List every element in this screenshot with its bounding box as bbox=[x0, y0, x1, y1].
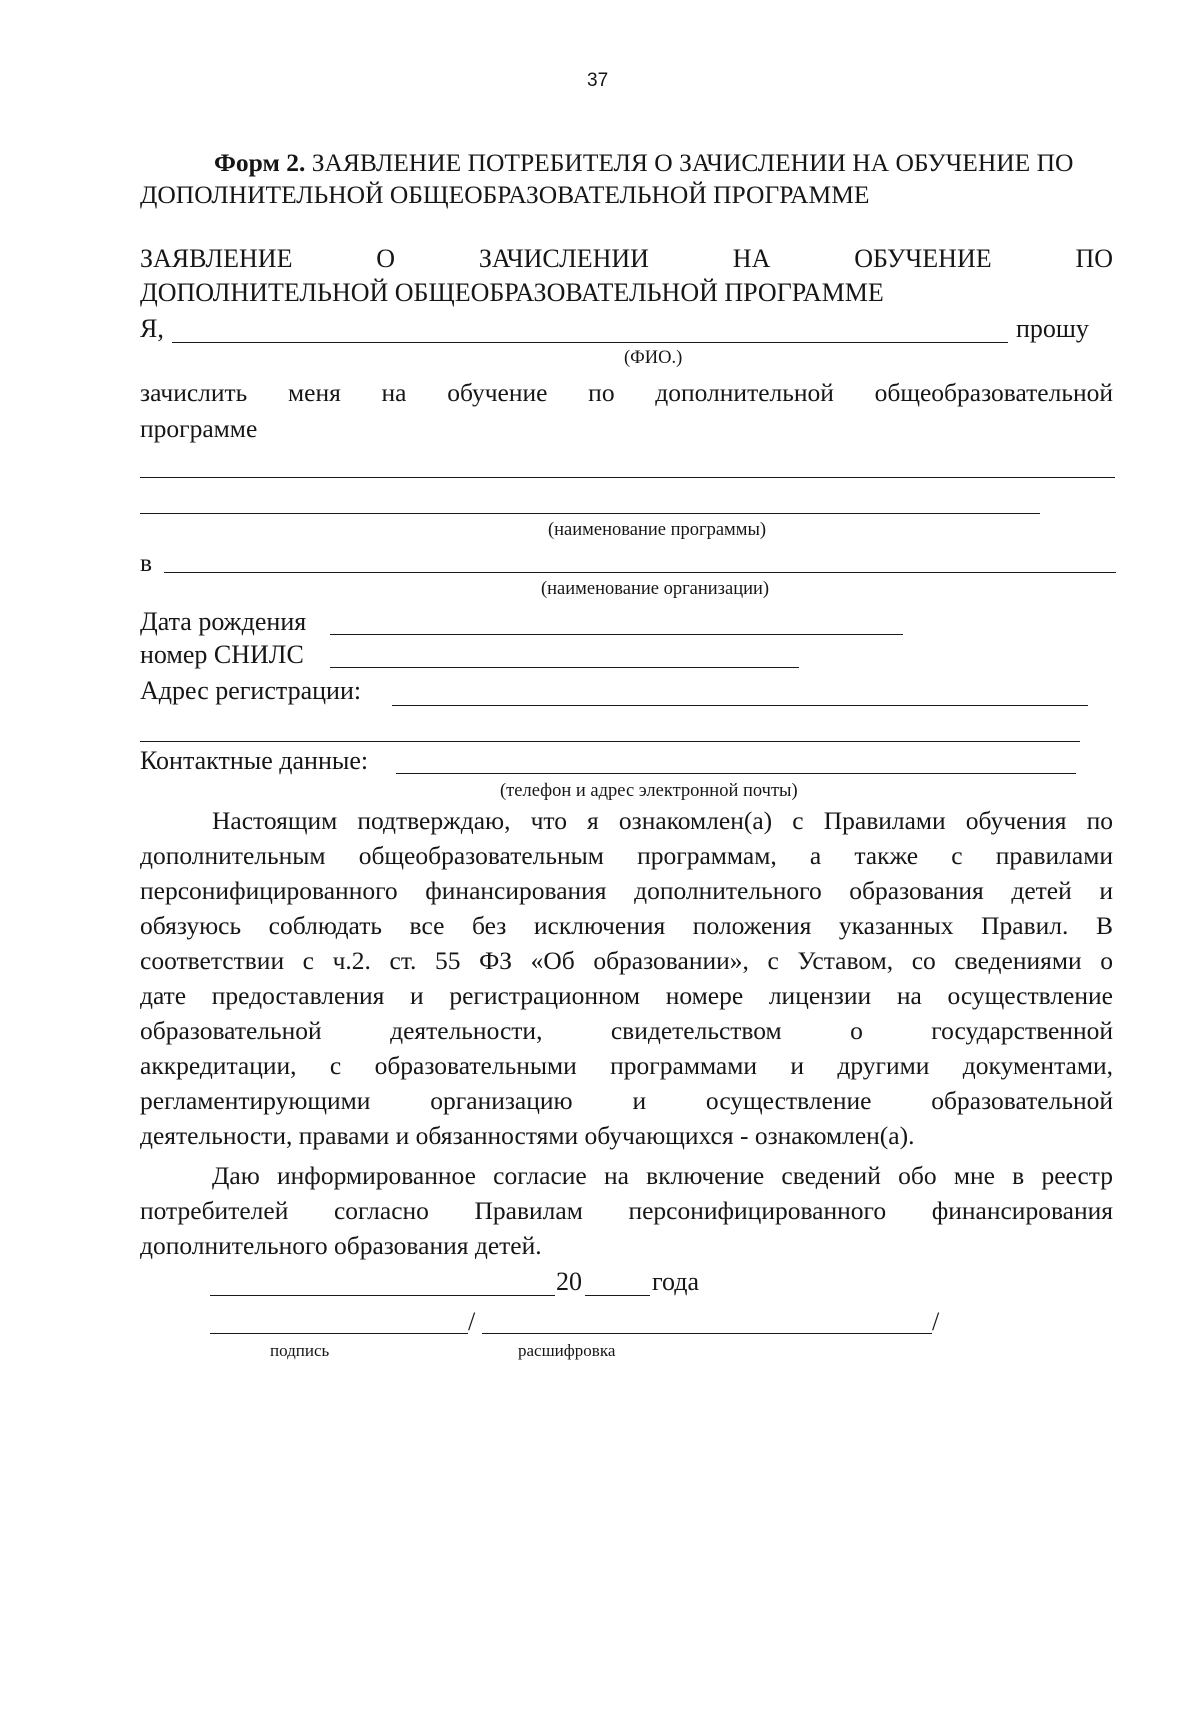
date-year-prefix: 20 bbox=[556, 1267, 582, 1296]
snils-label: номер СНИЛС bbox=[140, 640, 304, 669]
para1-line-10: деятельности, правами и обязанностями обучающихся - ознакомлен(а). bbox=[140, 1121, 915, 1150]
page-number: 37 bbox=[587, 70, 609, 91]
signature-slash-2: / bbox=[932, 1307, 940, 1336]
org-caption: (наименование организации) bbox=[541, 579, 770, 599]
para1-line-4: обязуюсь соблюдать все без исключения положения указанных Правил. В bbox=[140, 911, 1113, 940]
date-year-line[interactable] bbox=[585, 1295, 650, 1296]
program-line-2[interactable] bbox=[140, 513, 1040, 514]
org-prefix: в bbox=[140, 548, 153, 577]
para1-line-3: персонифицированного финансирования дополнительного образования детей и bbox=[140, 876, 1113, 905]
fio-line[interactable] bbox=[172, 342, 1008, 343]
address-line-1[interactable] bbox=[392, 705, 1088, 706]
signature-slash-1: / bbox=[468, 1307, 476, 1336]
title-line1: ЗАЯВЛЕНИЕ О ЗАЧИСЛЕНИИ НА ОБУЧЕНИЕ ПО bbox=[140, 244, 1113, 273]
address-line-2[interactable] bbox=[140, 741, 1080, 742]
para1-line-6: дате предоставления и регистрационном номере лицензии на осуществление bbox=[140, 981, 1113, 1010]
contacts-line[interactable] bbox=[396, 773, 1076, 774]
para2-line-1: Даю информированное согласие на включение сведений обо мне в реестр bbox=[212, 1161, 1113, 1190]
signature-caption: подпись bbox=[270, 1341, 330, 1360]
birth-date-line[interactable] bbox=[330, 634, 903, 635]
decode-caption: расшифровка bbox=[518, 1341, 616, 1360]
request-suffix: прошу bbox=[1016, 314, 1089, 343]
program-caption: (наименование программы) bbox=[548, 520, 767, 540]
title-line2: ДОПОЛНИТЕЛЬНОЙ ОБЩЕОБРАЗОВАТЕЛЬНОЙ ПРОГРАММЕ bbox=[140, 278, 884, 307]
program-line-1[interactable] bbox=[140, 477, 1115, 478]
form-heading-line2: ДОПОЛНИТЕЛЬНОЙ ОБЩЕОБРАЗОВАТЕЛЬНОЙ ПРОГРАММЕ bbox=[140, 180, 870, 209]
date-day-line[interactable] bbox=[210, 1295, 555, 1296]
para1-line-9: регламентирующими организацию и осуществление образовательной bbox=[140, 1086, 1113, 1115]
para1-line-5: соответствии с ч.2. ст. 55 ФЗ «Об образовании», с Уставом, со сведениями о bbox=[140, 946, 1113, 975]
request-line1: зачислить меня на обучение по дополнительной общеобразовательной bbox=[140, 378, 1113, 407]
snils-line[interactable] bbox=[330, 667, 799, 668]
para2-line-3: дополнительного образования детей. bbox=[140, 1231, 542, 1260]
request-prefix: Я, bbox=[140, 314, 164, 343]
form-heading-line1 bbox=[214, 148, 1073, 178]
contacts-label: Контактные данные: bbox=[140, 746, 369, 775]
para1-line-2: дополнительным общеобразовательным программам, а также с правилами bbox=[140, 841, 1113, 870]
decode-line[interactable] bbox=[482, 1333, 932, 1334]
form-heading-prefix: Форм 2. bbox=[214, 148, 306, 177]
org-line[interactable] bbox=[164, 572, 1116, 573]
para1-line-8: аккредитации, с образовательными программами и другими документами, bbox=[140, 1051, 1113, 1080]
address-label: Адрес регистрации: bbox=[140, 676, 362, 705]
para1-line-7: образовательной деятельности, свидетельством о государственной bbox=[140, 1016, 1113, 1045]
fio-caption: (ФИО.) bbox=[624, 348, 683, 368]
para1-line-1: Настоящим подтверждаю, что я ознакомлен(а) с Правилами обучения по bbox=[212, 806, 1113, 835]
contacts-caption: (телефон и адрес электронной почты) bbox=[500, 781, 798, 801]
form-heading-text: ЗАЯВЛЕНИЕ ПОТРЕБИТЕЛЯ О ЗАЧИСЛЕНИИ НА ОБУЧЕНИЕ ПО bbox=[311, 148, 1074, 177]
para2-line-2: потребителей согласно Правилам персонифицированного финансирования bbox=[140, 1196, 1113, 1225]
request-line2: программе bbox=[140, 414, 258, 443]
birth-date-label: Дата рождения bbox=[140, 607, 307, 636]
date-year-suffix: года bbox=[652, 1267, 700, 1296]
signature-line[interactable] bbox=[210, 1333, 468, 1334]
